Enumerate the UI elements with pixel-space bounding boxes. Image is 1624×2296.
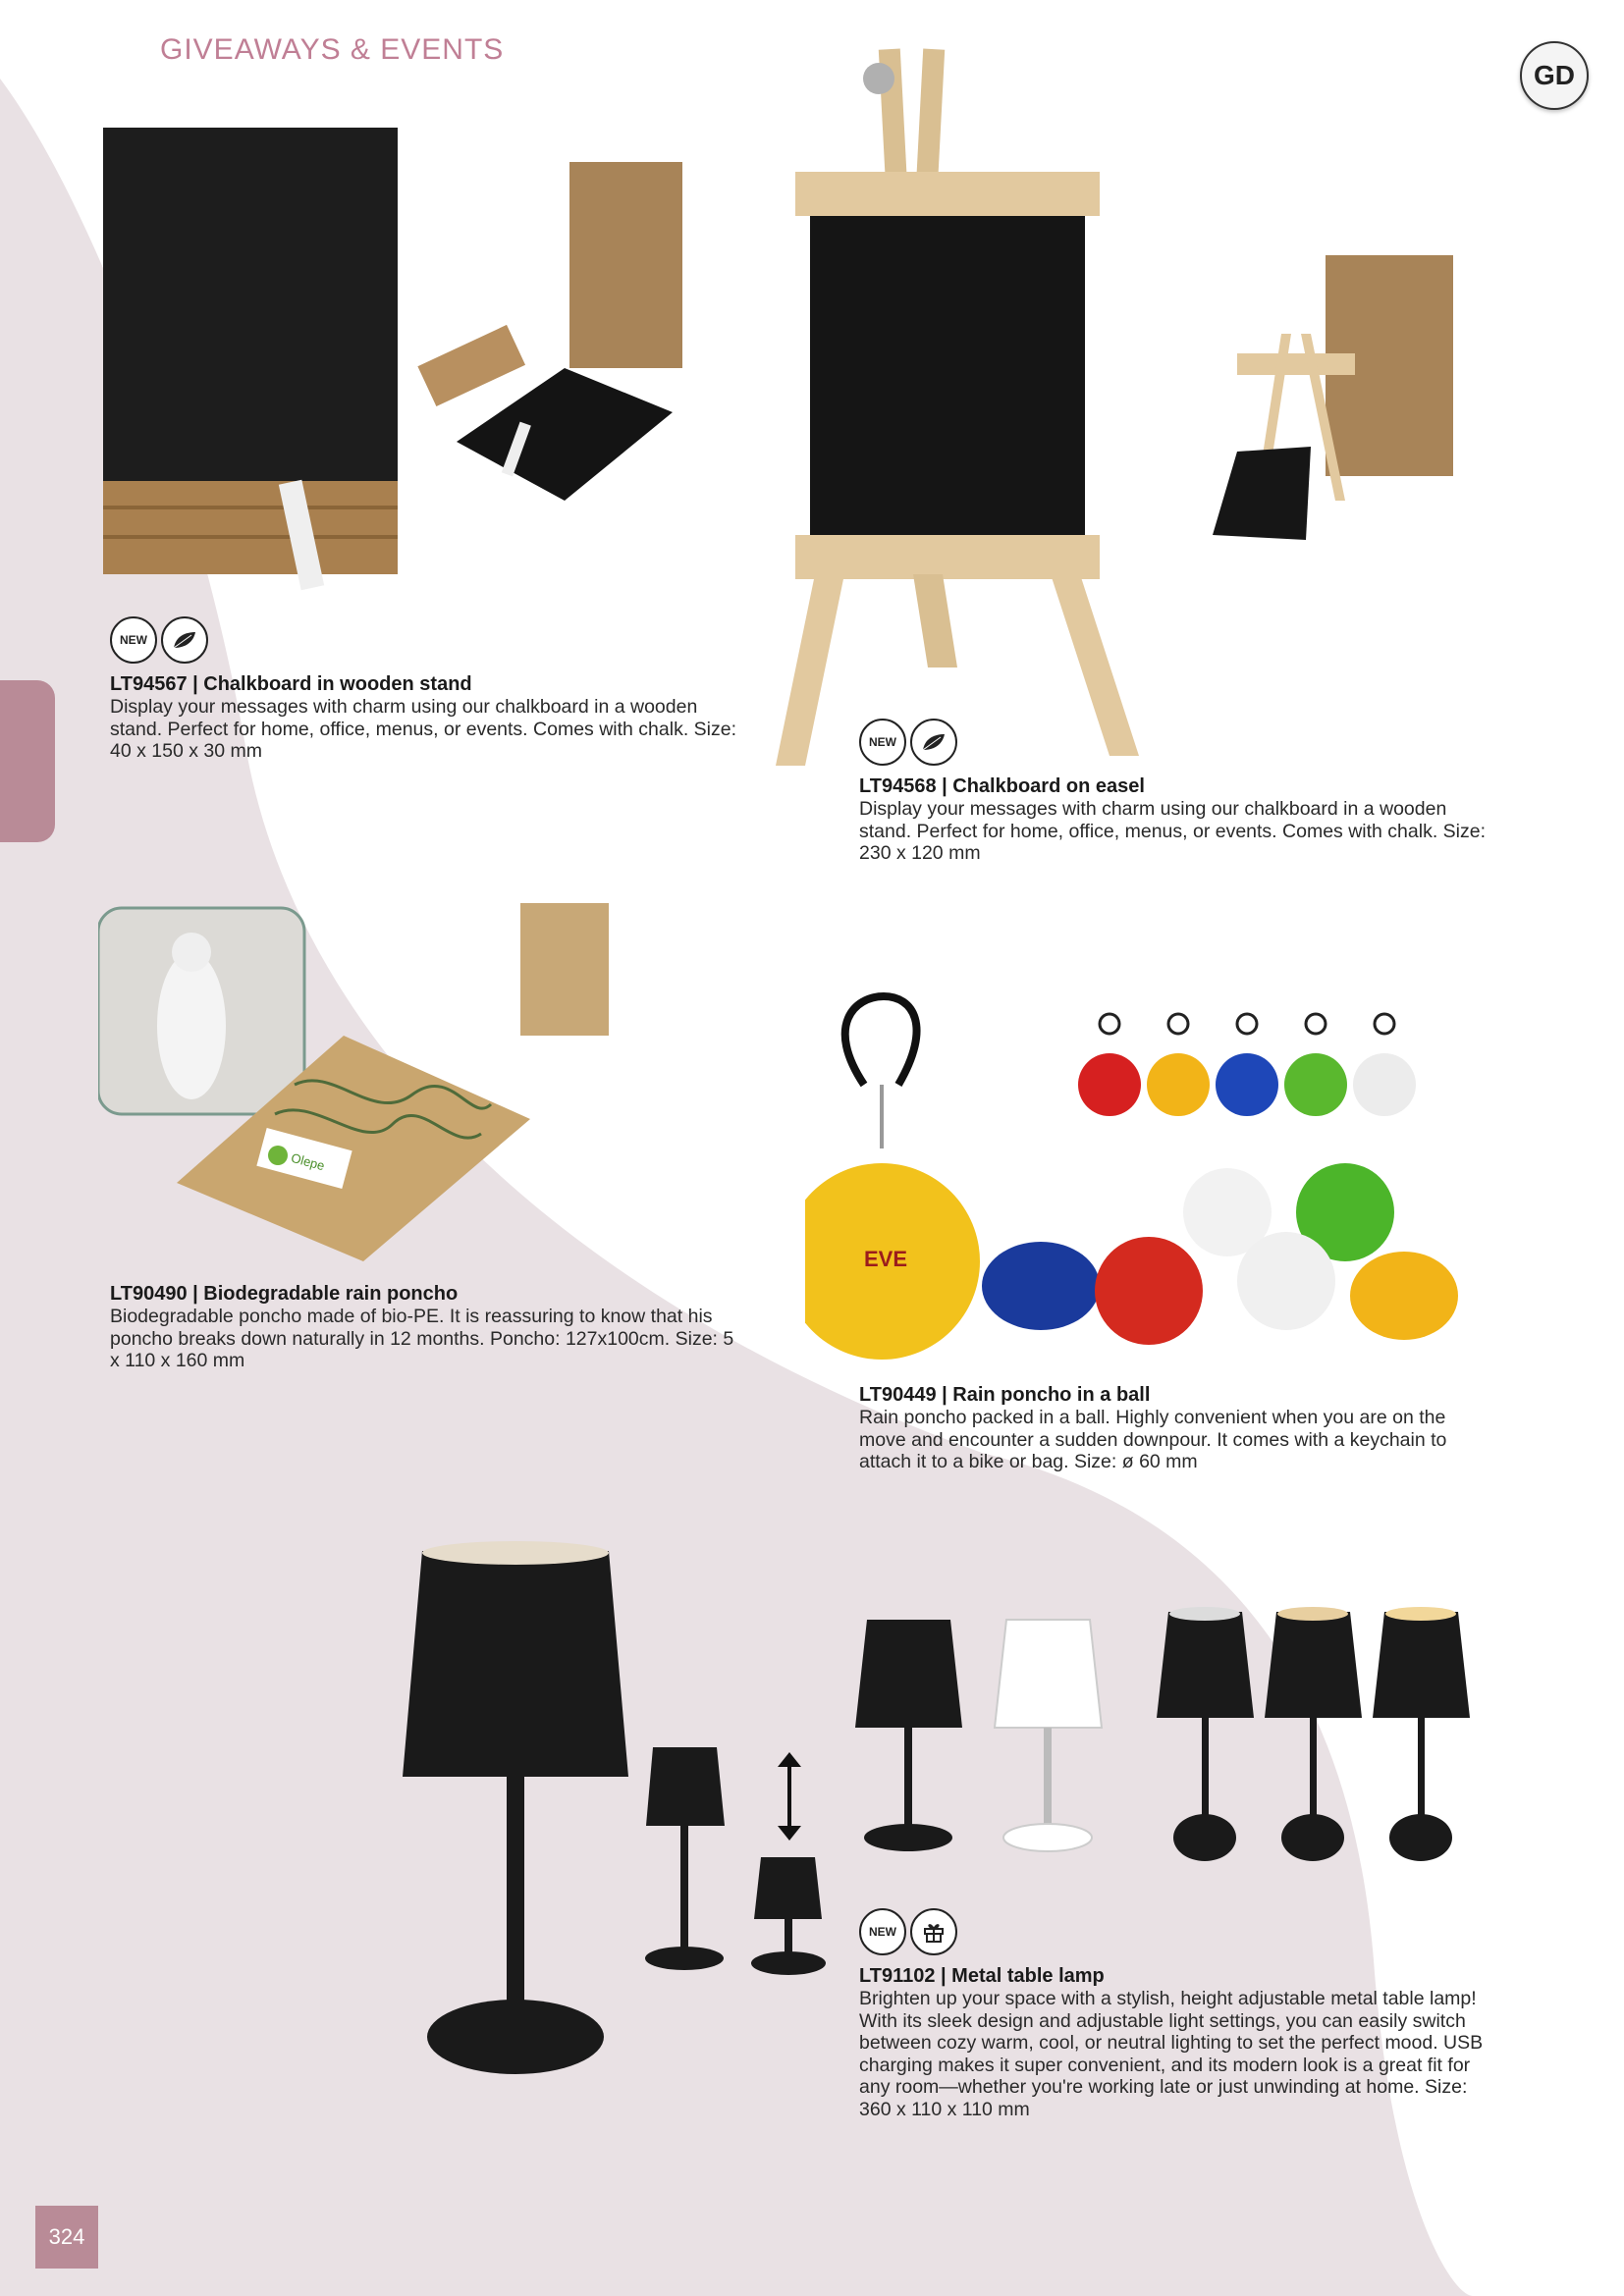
brand-logo	[1520, 41, 1589, 110]
page-number: 324	[35, 2206, 98, 2269]
section-tab[interactable]	[0, 680, 55, 842]
product-title: LT90490 | Biodegradable rain poncho	[110, 1283, 459, 1305]
chalkboard-easel-image	[776, 39, 1483, 766]
product-title: LT94568 | Chalkboard on easel	[859, 775, 1145, 797]
product-lt91102	[859, 1908, 1488, 2120]
product-lt94567	[110, 616, 738, 763]
product-description: Brighten up your space with a stylish, height adjustable metal table lamp! With its sleek design and adjustable light settings, you can easily switch between cozy warm, cool, or neutral lighting to set the perfect mood. USB charging makes it super convenient, and its modern look is a great fit for any room—whether you're working late or just unwinding at home. Size: 360 x 110 x 110 mm	[859, 1988, 1484, 2120]
new-badge: NEW	[110, 616, 157, 664]
chalkboard-stand-image	[93, 118, 702, 609]
poncho-image	[98, 898, 628, 1271]
logo-text: GD	[1534, 60, 1575, 90]
product-description: Display your messages with charm using our chalkboard in a wooden stand. Perfect for home, office, menus, or events. Comes with chalk. Size: 230 x 120 mm	[859, 798, 1487, 864]
leaf-icon	[161, 616, 208, 664]
product-description: Rain poncho packed in a ball. Highly convenient when you are on the move and encounter a sudden downpour. It comes with a keychain to attach it to a bike or bag. Size: ø 60 mm	[859, 1407, 1447, 1472]
leaf-icon	[910, 719, 957, 766]
new-badge: NEW	[859, 1908, 906, 1955]
product-lt90490	[110, 1283, 738, 1372]
gift-icon	[910, 1908, 957, 1955]
product-title: LT90449 | Rain poncho in a ball	[859, 1384, 1151, 1406]
poncho-card-label: Olepe	[289, 1149, 327, 1174]
product-title: LT91102 | Metal table lamp	[859, 1965, 1105, 1987]
product-lt90449	[859, 1384, 1488, 1473]
ball-print-text: EVE	[864, 1247, 908, 1271]
product-title: LT94567 | Chalkboard in wooden stand	[110, 673, 472, 695]
product-description: Display your messages with charm using our chalkboard in a wooden stand. Perfect for home, office, menus, or events. Comes with chalk. Size: 40 x 150 x 30 mm	[110, 696, 737, 762]
poncho-ball-image	[805, 987, 1492, 1399]
product-badges	[859, 719, 1488, 766]
product-badges	[110, 616, 738, 664]
section-title: GIVEAWAYS & EVENTS	[160, 33, 505, 66]
new-badge: NEW	[859, 719, 906, 766]
product-lt94568	[859, 719, 1488, 865]
product-badges	[859, 1908, 1488, 1955]
product-description: Biodegradable poncho made of bio-PE. It is reassuring to know that his poncho breaks down naturally in 12 months. Poncho: 127x100cm. Size: 5 x 110 x 160 mm	[110, 1306, 734, 1371]
